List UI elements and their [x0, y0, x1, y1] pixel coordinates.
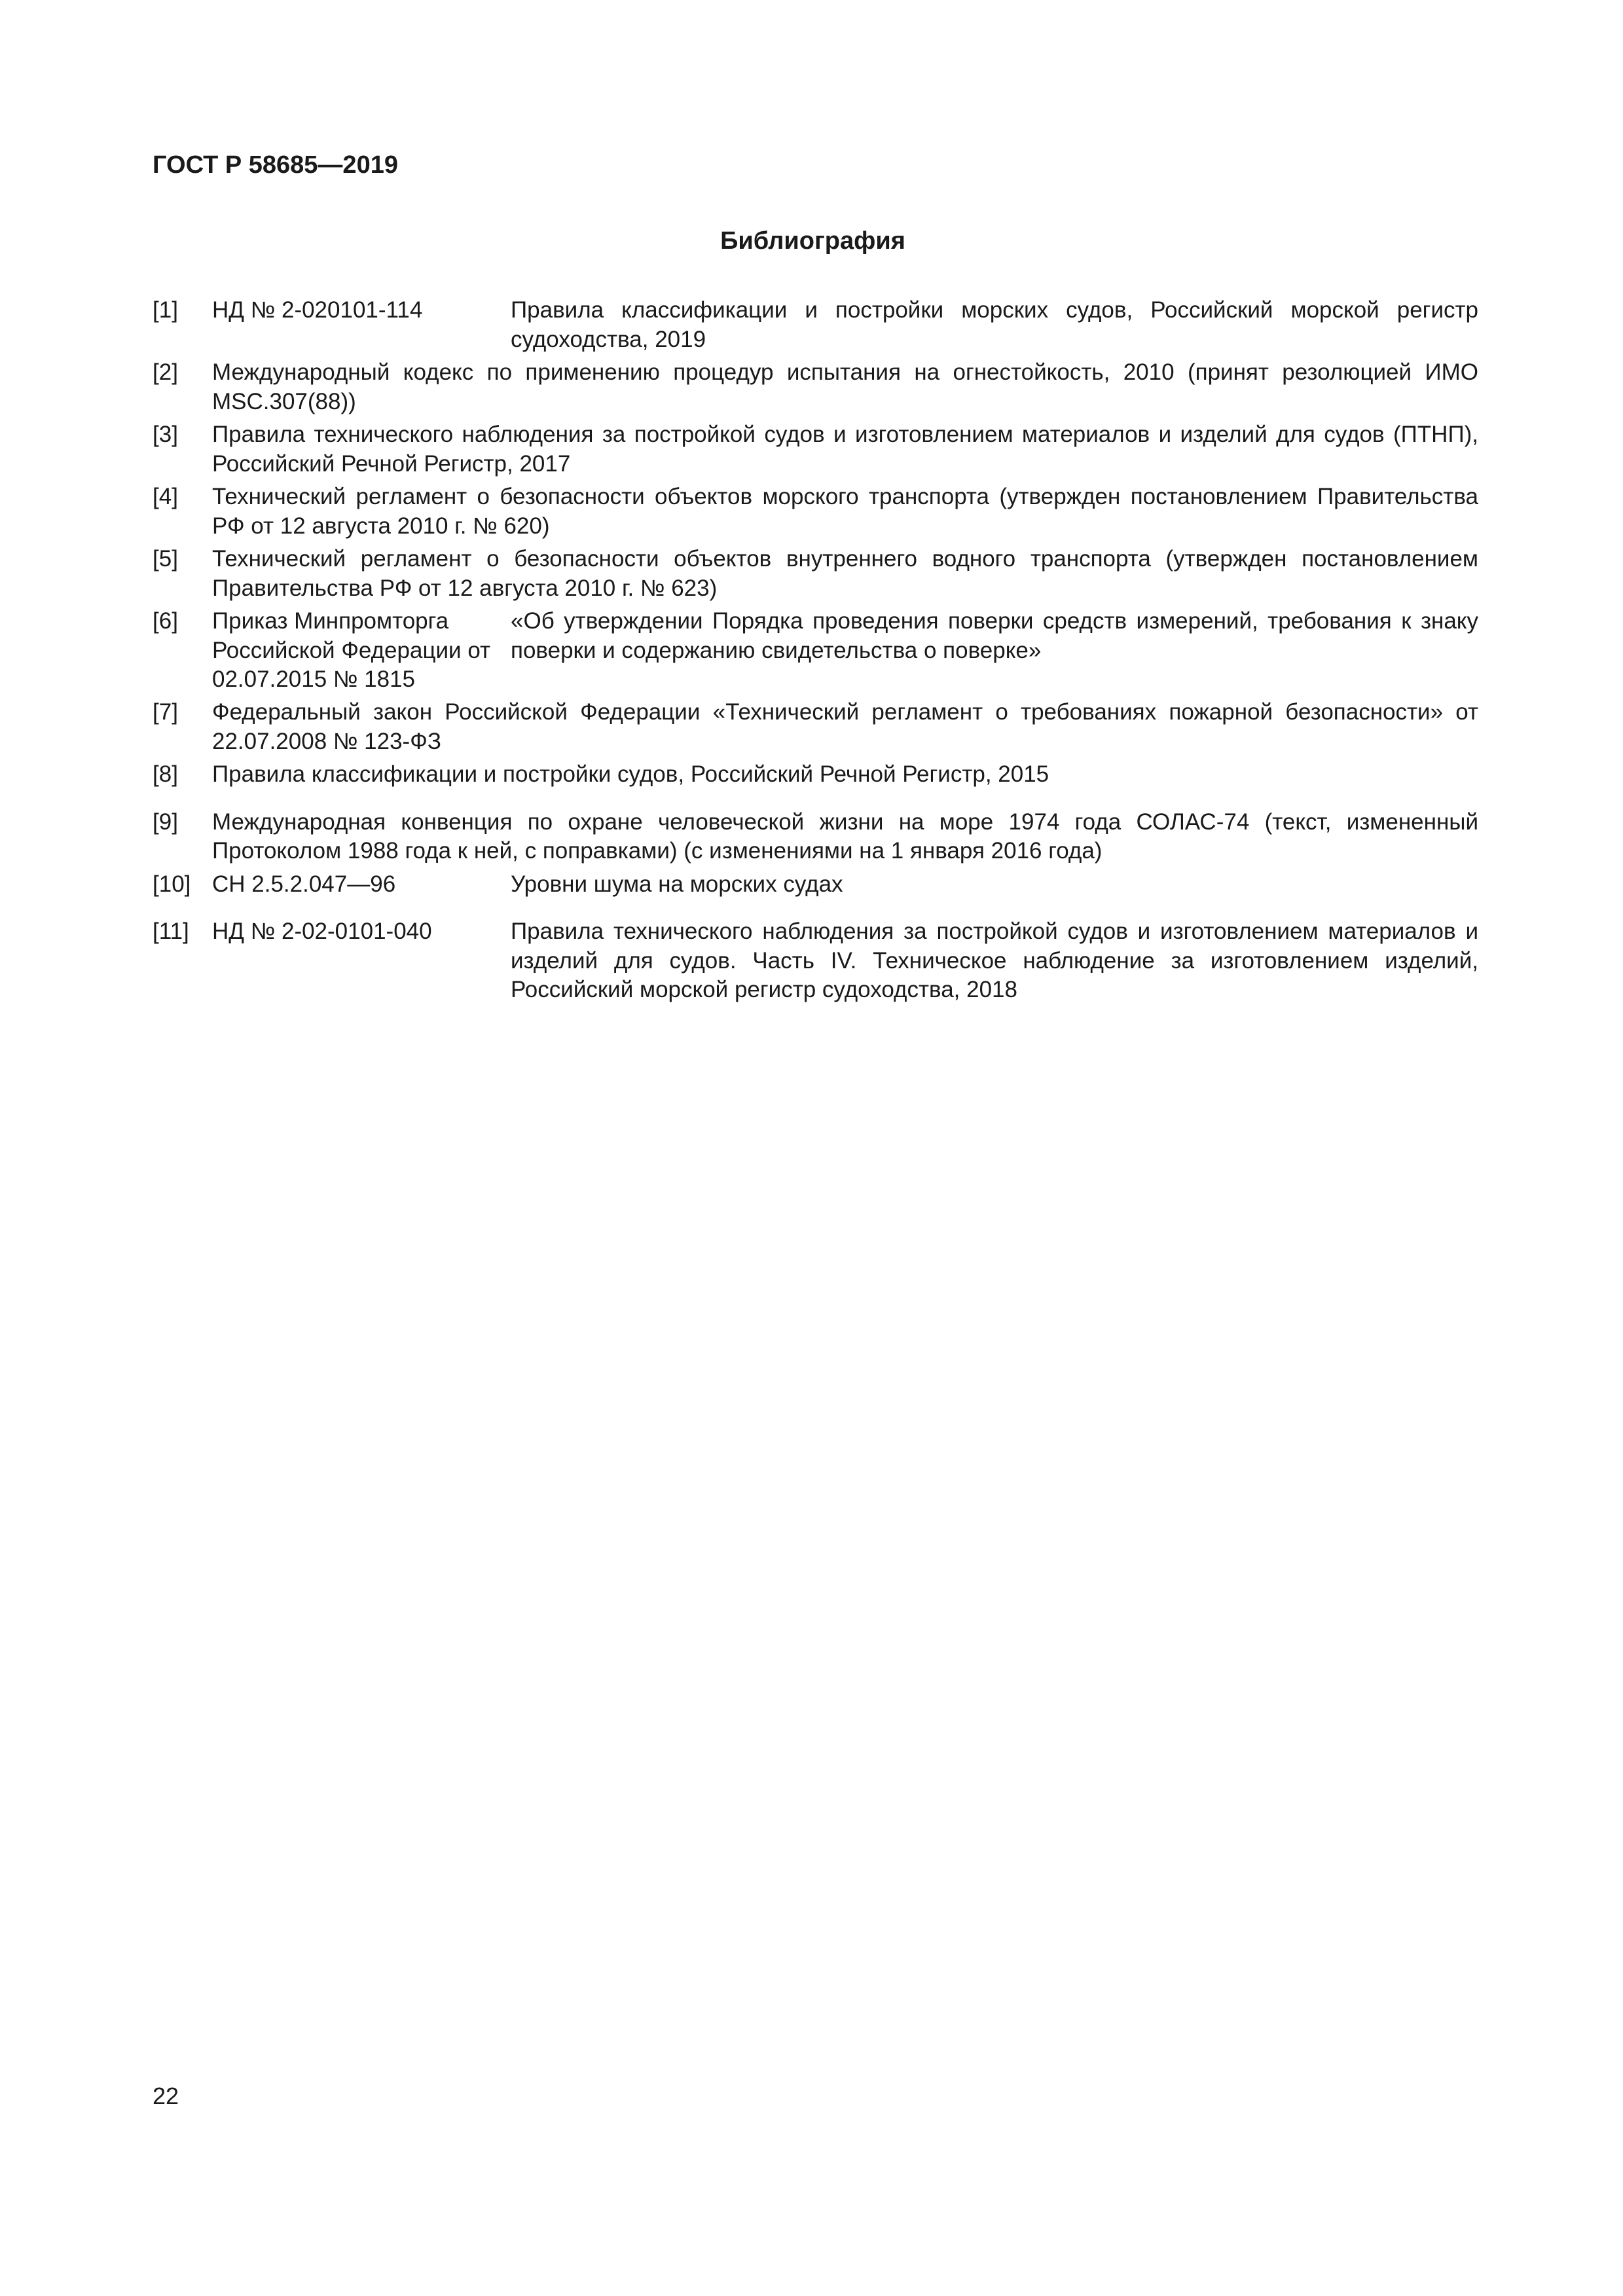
entry-number: [10]	[153, 871, 191, 897]
entry-number: [5]	[153, 546, 178, 572]
entry-description: Правила классификации и постройки морских судов, Российский морской регистр судоходства, 2019	[511, 297, 1478, 352]
section-title: Библиография	[720, 227, 905, 255]
entry-description: Международная конвенция по охране человеческой жизни на море 1974 года СОЛАС-74 (текст, измененный Протоколом 1988 года к ней, с поправками) (с изменениями на 1 января 2016 года)	[212, 809, 1478, 864]
entry-number: [8]	[153, 761, 178, 787]
bibliography-entry-10	[153, 870, 1478, 900]
entry-reference-code: НД № 2-020101-114	[212, 297, 423, 323]
entry-number: [6]	[153, 608, 178, 634]
bibliography-entry-4	[153, 483, 1478, 541]
entry-number: [1]	[153, 297, 178, 323]
bibliography-entry-1	[153, 296, 1478, 354]
bibliography-entry-2	[153, 358, 1478, 416]
entry-number: [11]	[153, 919, 189, 944]
bibliography-entry-8	[153, 760, 1478, 790]
entry-description: Технический регламент о безопасности объектов внутреннего водного транспорта (утвержден постановлением Правительства РФ от 12 августа 2010 г. № 623)	[212, 546, 1478, 601]
entry-description: Правила технического наблюдения за постройкой судов и изготовлением материалов и изделий для судов. Часть IV. Техническое наблюдение за изготовлением изделий, Российский морской регистр судоходства, 2018	[511, 919, 1478, 1002]
bibliography-entry-5	[153, 545, 1478, 603]
entry-description: Международный кодекс по применению процедур испытания на огнестойкость, 2010 (принят резолюцией ИМО MSC.307(88))	[212, 359, 1478, 414]
bibliography-entry-11	[153, 917, 1478, 1005]
bibliography-entry-7	[153, 698, 1478, 756]
entry-description: Федеральный закон Российской Федерации «Технический регламент о требованиях пожарной безопасности» от 22.07.2008 № 123-ФЗ	[212, 699, 1478, 754]
document-code-header: ГОСТ Р 58685—2019	[153, 151, 398, 179]
entry-number: [3]	[153, 422, 178, 447]
entry-description: Правила классификации и постройки судов, Российский Речной Регистр, 2015	[212, 761, 1049, 787]
entry-number: [2]	[153, 359, 178, 385]
entry-number: [4]	[153, 484, 178, 509]
entry-description: Правила технического наблюдения за постройкой судов и изготовлением материалов и изделий для судов (ПТНП), Российский Речной Регистр, 2017	[212, 422, 1478, 477]
entry-reference-code: СН 2.5.2.047—96	[212, 871, 396, 897]
page-number: 22	[153, 2083, 179, 2109]
entry-reference-code: Приказ Минпромторга Российской Федерации от 02.07.2015 № 1815	[212, 608, 491, 692]
bibliography-entry-3	[153, 420, 1478, 479]
entry-description: Уровни шума на морских судах	[511, 871, 843, 897]
bibliography-entry-6	[153, 607, 1478, 694]
entry-reference-code: НД № 2-02-0101-040	[212, 919, 432, 944]
entry-description: «Об утверждении Порядка проведения поверки средств измерений, требования к знаку поверки и содержанию свидетельства о поверке»	[511, 608, 1478, 663]
entry-number: [7]	[153, 699, 178, 725]
bibliography-list	[153, 296, 1478, 1009]
entry-number: [9]	[153, 809, 178, 835]
entry-description: Технический регламент о безопасности объектов морского транспорта (утвержден постановлением Правительства РФ от 12 августа 2010 г. № 620)	[212, 484, 1478, 539]
bibliography-entry-9	[153, 808, 1478, 866]
